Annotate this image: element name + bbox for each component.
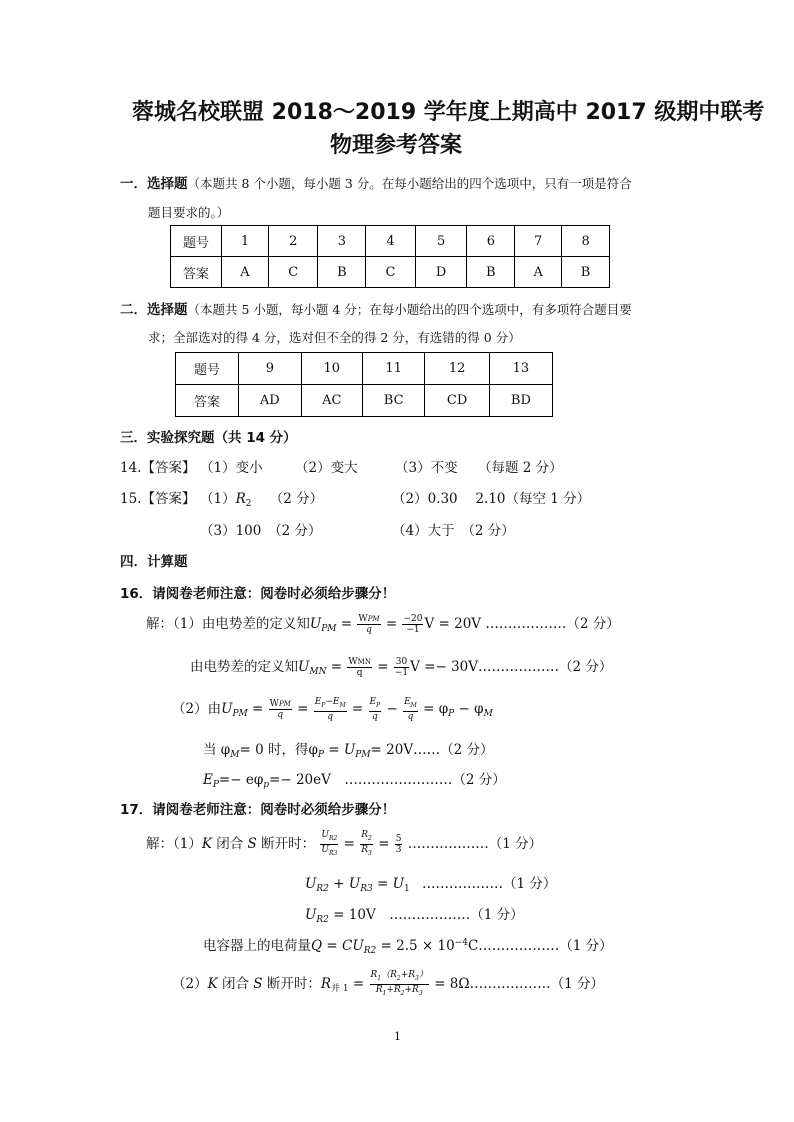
table-cell: AC [301, 385, 362, 417]
q17-line3-text: = 10V ………………（1 分） [333, 907, 524, 923]
table-row [171, 257, 610, 288]
q17-line4-text: 电容器上的电荷量 [203, 938, 311, 954]
q17-line2: $U_{R2} + U_{R3} = U_1$ ………………（1 分） [305, 876, 557, 894]
q16-line3: （2）由$U_{PM}$ = $\frac{\text{WPM}}{q}$ = $\frac{E_P-E_M}{q}$ = $\frac{E_P}{q}$ − $\frac{E_M}{q}$ = $\varphi_P - \varphi_M$ [172, 697, 493, 722]
q17-line2-tail: ………………（1 分） [422, 876, 557, 892]
section1-heading-line [120, 172, 632, 192]
section1-answer-table [170, 225, 610, 288]
table-cell: D [415, 257, 467, 288]
q17-line3: $U_{R2} = 10V$ ………………（1 分） [305, 907, 524, 925]
table-cell: 9 [239, 353, 302, 385]
q17-line5-open-text: 断开时： [266, 975, 321, 992]
table-cell: C [366, 257, 416, 288]
q15-part1-sub: 2 [245, 499, 252, 509]
q17-line5-tail: = 8Ω………………（1 分） [434, 975, 604, 992]
section4-heading: 四．计算题 [120, 554, 188, 570]
page-title-line1: 蓉城名校联盟 2018～2019 学年度上期高中 2017 级期中联考 [132, 100, 765, 125]
table-cell: AD [239, 385, 302, 417]
q16-line2: 由电势差的定义知$U_{MN}$ = $\frac{\text{WMN}}{q}$ = $\frac{30}{-1}$ V =− 30V………………（2 分） [190, 657, 613, 678]
q17-line5-close-text: 闭合 [221, 975, 249, 992]
q15-part2: （2）0.30 2.10（每空 1 分） [392, 491, 591, 507]
page-number: 1 [394, 1030, 401, 1043]
table-row [171, 226, 610, 257]
q16-line2-tail: V =− 30V………………（2 分） [410, 659, 613, 675]
table-cell: 4 [366, 226, 416, 257]
q16-line1: 解：（1）由电势差的定义知$U_{PM}$ = $\frac{\text{WPM}}{q}$ = $\frac{-20}{-1}$ V = 20V ………………（2 分） [146, 614, 620, 635]
q15-label: 15.【答案】 [120, 491, 196, 507]
q17-line5-text: （2） [172, 975, 208, 992]
section2-answer-table [175, 352, 553, 417]
q17-line1-tail: ………………（1 分） [407, 835, 543, 852]
q17-notice: 17．请阅卷老师注意：阅卷时必须给步骤分！ [120, 802, 396, 818]
q17-line1-mid: 闭合 [216, 835, 244, 852]
table-cell: BC [362, 385, 424, 417]
q16-line1-tail: V = 20V ………………（2 分） [424, 616, 620, 632]
table-cell: A [222, 257, 269, 288]
q16-line5-end: =− 20eV ……………………（2 分） [269, 772, 506, 788]
q17-line4: 电容器上的电荷量$Q = CU_{R2} = 2.5$ × $10^{-4}C\dots\dots\dots\dots\dots\dots(1$ 分） [203, 938, 613, 956]
q16-line1-text: 解：（1）由电势差的定义知 [146, 616, 310, 632]
table-cell: 7 [515, 226, 562, 257]
q17-line1: 解：（1）K 闭合 S 断开时： $\frac{U_{R2}}{U_{R3}}$ = $\frac{R_2}{R_3}$ = $\frac{5}{3}$ ………………（1 分） [146, 830, 543, 857]
table-header-cell: 答案 [176, 385, 239, 417]
q16-line5: $E_P=- e\varphi_p=- 20eV$ ……………………（2 分） [203, 772, 506, 790]
q17-line1-text: 解：（1） [146, 835, 202, 852]
q16-line5-mid: =− eφ [218, 772, 264, 788]
table-cell: 6 [467, 226, 515, 257]
page-title-line2: 物理参考答案 [330, 133, 463, 158]
section1-heading: 一．选择题 [120, 176, 188, 192]
q17-line1-mid2: 断开时： [261, 835, 316, 852]
table-cell: C [268, 257, 318, 288]
q16-line4-mid: = 0 时，得φ [239, 742, 318, 758]
table-cell: 13 [489, 353, 552, 385]
table-cell: 2 [268, 226, 318, 257]
q15-part4: （4）大于 （2 分） [392, 523, 515, 539]
q15-part1-var: R [235, 491, 246, 507]
q15-part3: （3）100 （2 分） [200, 523, 322, 539]
table-cell: 5 [415, 226, 467, 257]
table-cell: BD [489, 385, 552, 417]
section2-desc-1: （本题共 5 小题，每小题 4 分；在每小题给出的四个选项中，有多项符合题目要 [187, 302, 632, 317]
table-cell: 8 [562, 226, 610, 257]
section1-desc-2: 题目要求的。） [148, 205, 230, 220]
q16-line3-text: （2）由 [172, 701, 222, 717]
table-row [176, 385, 553, 417]
q14-part3: （3）不变 [395, 460, 458, 476]
table-header-cell: 答案 [171, 257, 222, 288]
table-header-cell: 题号 [176, 353, 239, 385]
table-cell: 10 [301, 353, 362, 385]
q16-line4: 当 $\varphi_M= 0$ 时，得$\varphi_P = U_{PM}=$ 20V……（2 分） [203, 742, 494, 760]
q16-notice: 16．请阅卷老师注意：阅卷时必须给步骤分！ [120, 586, 396, 602]
q14-part2: （2）变大 [295, 460, 358, 476]
q14-part1: （1）变小 [200, 460, 263, 476]
table-cell: 1 [222, 226, 269, 257]
q16-line2-text: 由电势差的定义知 [190, 659, 298, 675]
section1-desc-1: （本题共 8 个小题，每小题 3 分。在每小题给出的四个选项中，只有一项是符合 [187, 176, 632, 191]
section2-heading-line [120, 298, 632, 318]
table-cell: 12 [425, 353, 489, 385]
table-cell: CD [425, 385, 489, 417]
q15-part1-score: （2 分） [269, 491, 324, 507]
q16-line4-end: = 20V……（2 分） [370, 742, 494, 758]
table-cell: 11 [362, 353, 424, 385]
q17-line5: （2）K 闭合 S 断开时：$R_{并 1}$ = $\frac{R_1(R_2+R_3)}{R_1+R_2+R_3}$ = 8Ω………………（1 分） [172, 970, 604, 997]
table-header-cell: 题号 [171, 226, 222, 257]
table-cell: 3 [318, 226, 366, 257]
section2-heading: 二．选择题 [120, 302, 188, 318]
table-cell: B [318, 257, 366, 288]
q16-line4-text: 当 φ [203, 742, 231, 758]
section2-desc-2: 求；全部选对的得 4 分，选对但不全的得 2 分，有选错的得 0 分） [148, 330, 521, 345]
section3-heading: 三．实验探究题（共 14 分） [120, 430, 297, 446]
q14-note: （每题 2 分） [478, 460, 563, 476]
table-cell: B [467, 257, 515, 288]
q17-line4-tail: C………………（1 分） [467, 938, 613, 954]
q15-part1 [200, 487, 323, 509]
table-row [176, 353, 553, 385]
q15-part1-prefix: （1） [200, 491, 236, 507]
q14-label: 14.【答案】 [120, 460, 196, 476]
table-cell: A [515, 257, 562, 288]
table-cell: B [562, 257, 610, 288]
